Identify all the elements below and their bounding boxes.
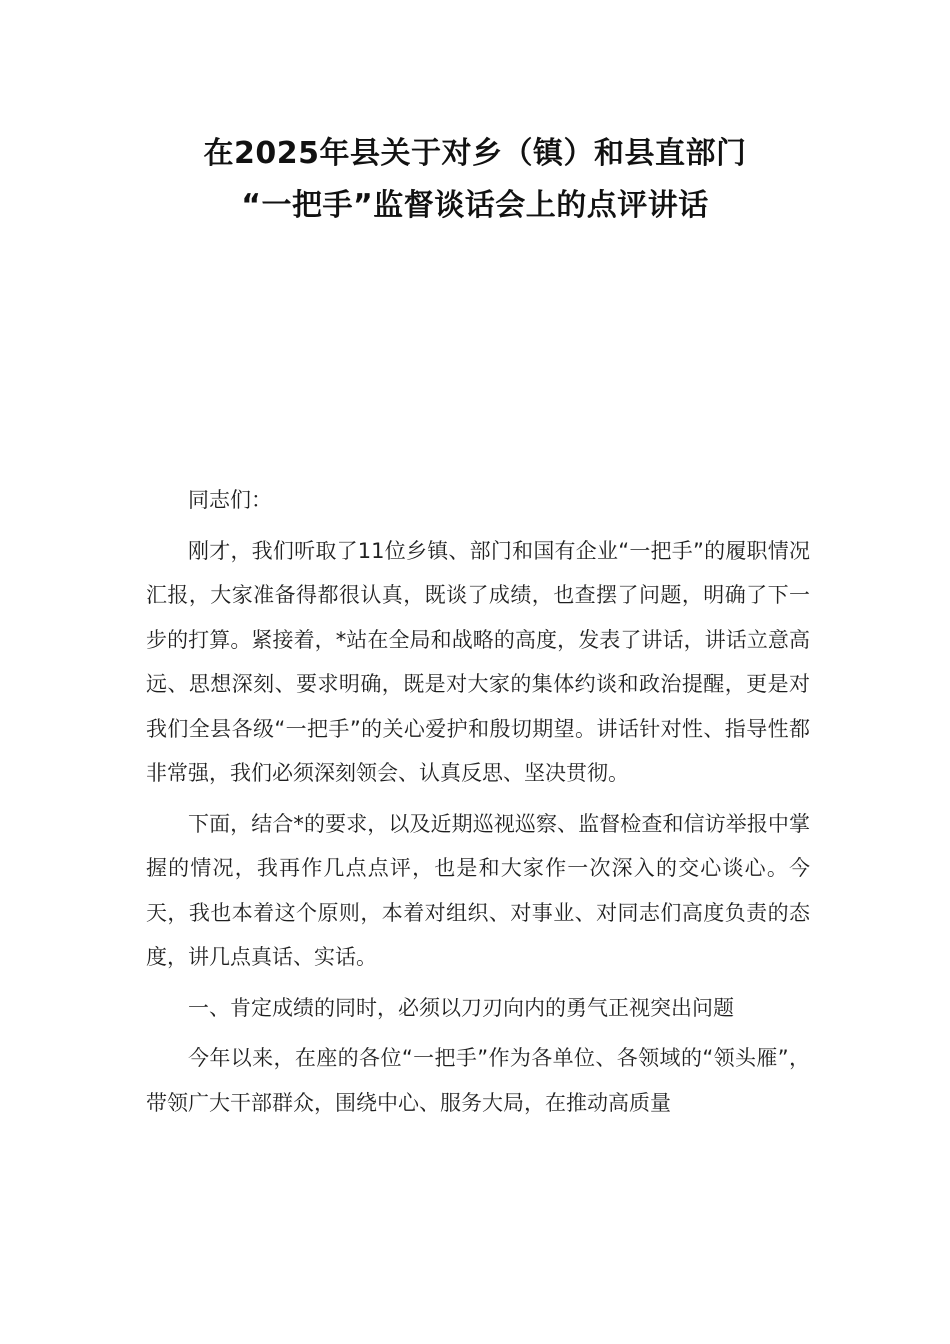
salutation: 同志们： — [188, 488, 272, 512]
paragraph-context: 下面，结合*的要求，以及近期巡视巡察、监督检查和信访举报中掌握的情况，我再作几点点评，也是和大家作一次深入的交心谈心。今天，我也本着这个原则，本着对组织、对事业、对同志们高度负责的态度，讲几点真话、实话。 — [146, 811, 810, 969]
paragraph-intro: 刚才，我们听取了11位乡镇、部门和国有企业“一把手”的履职情况汇报，大家准备得都很认真，既谈了成绩，也查摆了问题，明确了下一步的打算。紧接着，*站在全局和战略的高度，发表了讲话，讲话立意高远、思想深刻、要求明确，既是对大家的集体约谈和政治提醒，更是对我们全县各级“一把手”的关心爱护和殷切期望。讲话针对性、指导性都非常强，我们必须深刻领会、认真反思、坚决贯彻。 — [146, 538, 810, 785]
paragraph-section-1: 今年以来，在座的各位“一把手”作为各单位、各领域的“领头雁”，带领广大干部群众，围绕中心、服务大局，在推动高质量 — [146, 1046, 810, 1115]
title-line-1: 在2025年县关于对乡（镇）和县直部门 — [203, 136, 747, 171]
document-body — [146, 478, 810, 1125]
section-heading-1: 一、肯定成绩的同时，必须以刀刃向内的勇气正视突出问题 — [188, 995, 734, 1020]
document-title — [0, 128, 950, 232]
title-line-2: “一把手”监督谈话会上的点评讲话 — [241, 188, 709, 223]
